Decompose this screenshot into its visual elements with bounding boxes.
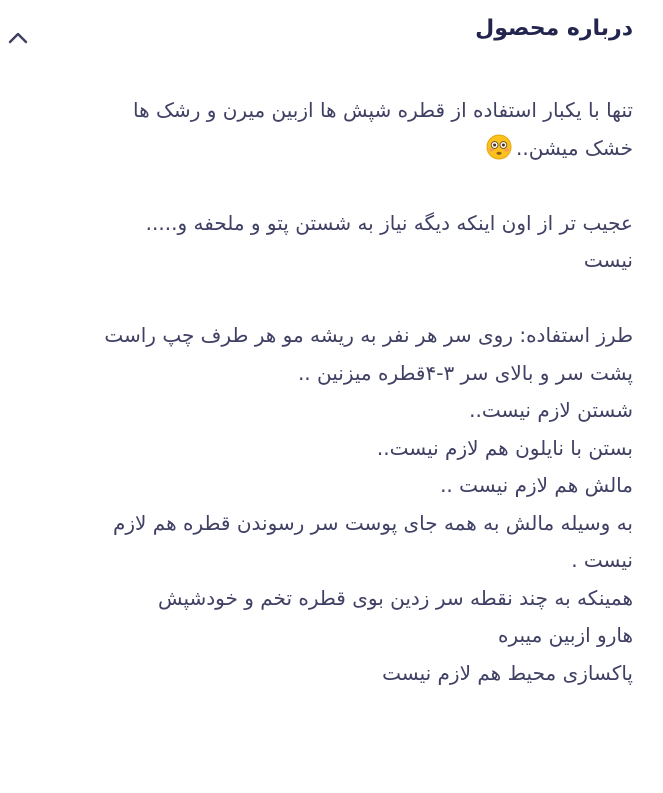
description-line: پاکسازی محیط هم لازم نیست — [382, 660, 633, 685]
description-line: همینکه به چند نقطه سر زدین بوی قطره تخم و خودشپش — [157, 585, 633, 610]
description-line: تنها با یکبار استفاده از قطره شپش ها ازبین میرن و رشک ها — [133, 98, 633, 122]
description-text: خشک میشن.. — [516, 135, 633, 160]
description-line: مالش هم لازم نیست .. — [440, 473, 633, 497]
collapse-toggle-button[interactable] — [2, 22, 34, 54]
description-line: طرز استفاده: روی سر هر نفر به ریشه مو هر طرف چپ راست — [104, 323, 633, 347]
flushed-face-emoji-icon — [486, 134, 512, 160]
description-line: شستن لازم نیست.. — [469, 398, 633, 422]
description-line: نیست . — [571, 548, 633, 572]
product-description — [10, 92, 633, 692]
description-line: نیست — [583, 248, 633, 272]
product-about-header — [0, 0, 663, 64]
description-line: پشت سر و بالای سر ۳-۴قطره میزنین .. — [297, 360, 633, 385]
paragraph-gap — [10, 280, 633, 318]
description-line: به وسیله مالش به همه جای پوست سر رسوندن قطره هم لازم — [112, 510, 633, 535]
description-line — [10, 130, 633, 168]
paragraph-gap — [10, 167, 633, 205]
description-line: هارو ازبین میبره — [497, 623, 633, 647]
chevron-up-icon — [7, 31, 29, 45]
description-line: عجیب تر از اون اینکه دیگه نیاز به شستن پتو و ملحفه و..... — [145, 210, 633, 235]
description-line: بستن با نایلون هم لازم نیست.. — [376, 435, 633, 460]
section-title: درباره محصول — [475, 16, 633, 41]
